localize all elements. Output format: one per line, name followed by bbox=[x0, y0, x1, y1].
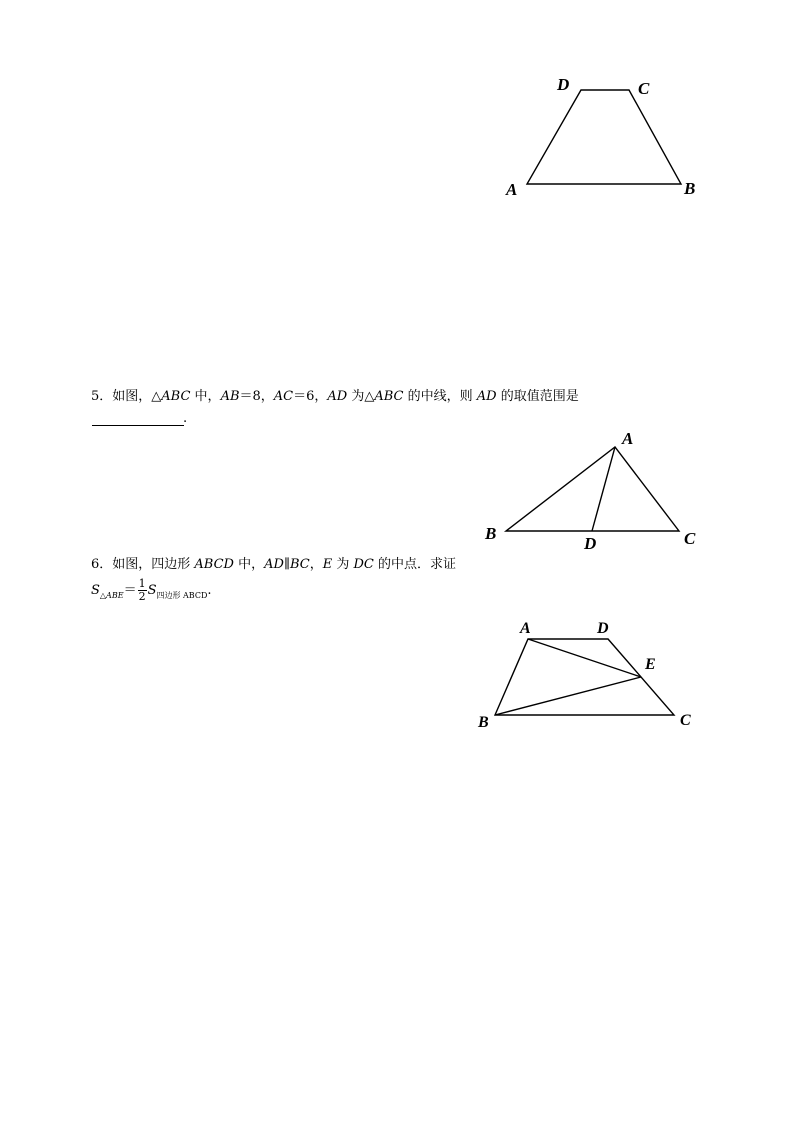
math-var: DC bbox=[353, 557, 374, 572]
problem-5-text bbox=[91, 388, 579, 406]
vertex-label-b: B bbox=[485, 524, 497, 543]
trapezoid-outline bbox=[527, 90, 681, 184]
math-var: AD bbox=[264, 557, 284, 572]
math-var: ABC bbox=[374, 389, 404, 404]
problem-text: ， bbox=[309, 557, 323, 572]
equals-sign: ＝ bbox=[123, 583, 137, 598]
math-var: AB bbox=[220, 389, 240, 404]
math-var: E bbox=[322, 557, 333, 572]
vertex-label-d: D bbox=[597, 620, 609, 637]
area-symbol: S bbox=[91, 583, 100, 598]
problem-text: ＝6， bbox=[293, 389, 328, 404]
problem-text: 为 bbox=[332, 557, 354, 572]
math-var: AC bbox=[273, 389, 294, 404]
triangle-outline bbox=[506, 447, 679, 531]
area-subscript: 四边形 ABCD bbox=[156, 591, 208, 600]
math-var: AD bbox=[476, 389, 497, 404]
answer-period: . bbox=[183, 411, 188, 426]
vertex-label-c: C bbox=[680, 712, 691, 729]
problem-text: ＝8， bbox=[239, 389, 274, 404]
problem-text: 中， bbox=[233, 557, 265, 572]
math-var: ABC bbox=[161, 389, 191, 404]
vertex-label-e: E bbox=[645, 656, 656, 673]
problem-text: 的中点．求证 bbox=[373, 557, 456, 572]
formula-period: . bbox=[207, 583, 212, 598]
area-subscript: △ABE bbox=[99, 591, 124, 600]
fraction-one-half bbox=[138, 578, 147, 603]
segment-be bbox=[495, 677, 641, 715]
vertex-label-a: A bbox=[622, 429, 634, 448]
triangle-median-figure bbox=[480, 425, 705, 555]
problem-number: 5． bbox=[91, 389, 113, 404]
fraction-numerator: 1 bbox=[138, 577, 146, 590]
math-var: AD bbox=[327, 389, 348, 404]
vertex-label-b: B bbox=[684, 179, 696, 198]
problem-text: 的取值范围是 bbox=[496, 389, 579, 404]
vertex-label-a: A bbox=[520, 620, 531, 637]
fraction-denominator: 2 bbox=[138, 590, 146, 603]
problem-number: 6． bbox=[91, 557, 113, 572]
problem-text: 如图，四边形 bbox=[112, 557, 195, 572]
vertex-label-b: B bbox=[478, 714, 489, 731]
quadrilateral-figure bbox=[470, 610, 700, 740]
median-ad bbox=[592, 447, 615, 531]
problem-text: 的中线，则 bbox=[403, 389, 477, 404]
vertex-label-d: D bbox=[584, 534, 597, 553]
vertex-label-a: A bbox=[506, 180, 518, 199]
area-symbol: S bbox=[147, 583, 157, 598]
problem-text: 为△ bbox=[347, 389, 375, 404]
quadrilateral-outline bbox=[495, 639, 674, 715]
trapezoid-figure bbox=[500, 70, 710, 205]
math-var: BC bbox=[289, 557, 310, 572]
answer-blank[interactable] bbox=[92, 413, 184, 426]
area-formula bbox=[91, 578, 212, 603]
problem-text: 中， bbox=[190, 389, 221, 404]
parallel-symbol: ∥ bbox=[283, 557, 290, 572]
problem-text: 如图，△ bbox=[112, 389, 162, 404]
vertex-label-c: C bbox=[638, 79, 650, 98]
math-var: ABCD bbox=[194, 557, 234, 572]
vertex-label-c: C bbox=[684, 529, 696, 548]
problem-6-text bbox=[91, 556, 456, 574]
vertex-label-d: D bbox=[557, 75, 570, 94]
